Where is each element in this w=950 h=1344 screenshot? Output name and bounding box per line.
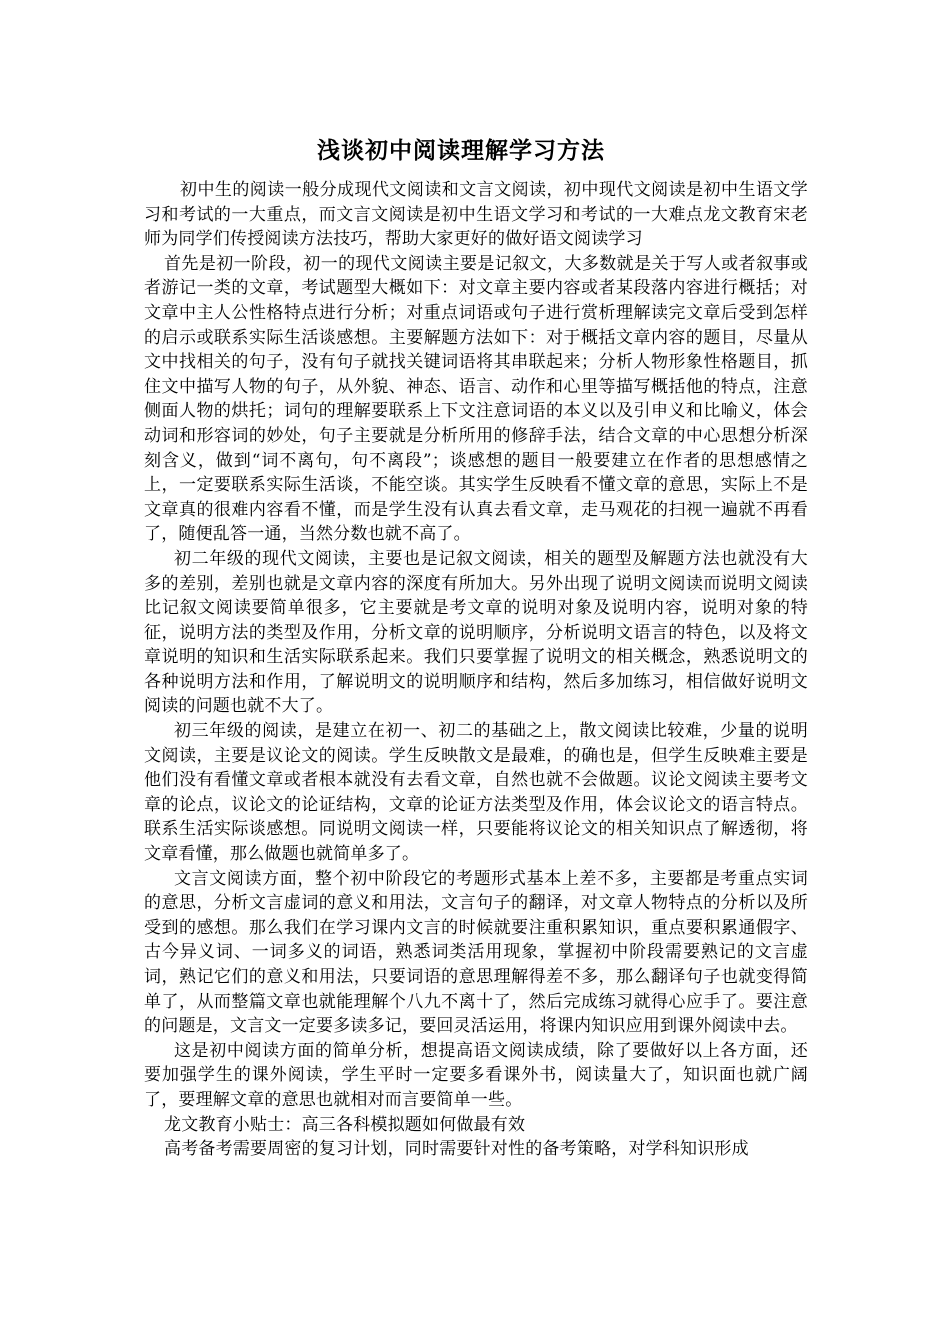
document-title: 浅谈初中阅读理解学习方法 xyxy=(317,137,605,164)
paragraph-grade-three: 初三年级的阅读，是建立在初一、初二的基础之上，散文阅读比较难，少量的说明文阅读，主要是议论文的阅读。学生反映散文是最难，的确也是，但学生反映难主要是他们没有看懂文章或者根本就没有去看文章，自然也就不会做题。议论文阅读主要考文章的论点，议论文的论证结构，文章的论证方法类型及作用，体会议论文的语言特点。联系生活实际谈感想。同说明文阅读一样，只要能将议论文的相关知识点了解透彻，将文章看懂，那么做题也就简单多了。 xyxy=(144,721,808,865)
paragraph-classical-chinese: 文言文阅读方面，整个初中阶段它的考题形式基本上差不多，主要都是考重点实词的意思，分析文言虚词的意义和用法，文言句子的翻译，对文章人物特点的分析以及所受到的感想。那么我们在学习课内文言的时候就要注重积累知识，重点要积累通假字、古今异义词、一词多义的词语，熟悉词类活用现象，掌握初中阶段需要熟记的文言虚词，熟记它们的意义和用法，只要词语的意思理解得差不多，那么翻译句子也就变得简单了，从而整篇文章也就能理解个八九不离十了，然后完成练习就得心应手了。要注意的问题是，文言文一定要多读多记，要回灵活运用，将课内知识应用到课外阅读中去。 xyxy=(144,868,808,1037)
paragraph-summary: 这是初中阅读方面的简单分析，想提高语文阅读成绩，除了要做好以上各方面，还要加强学生的课外阅读，学生平时一定要多看课外书，阅读量大了，知识面也就广阔了，要理解文章的意思也就相对而言要简单一些。 xyxy=(144,1040,808,1110)
document-page xyxy=(144,136,808,1162)
paragraph-grade-two: 初二年级的现代文阅读，主要也是记叙文阅读，相关的题型及解题方法也就没有大多的差别，差别也就是文章内容的深度有所加大。另外出现了说明文阅读而说明文阅读比记叙文阅读要简单很多，它主要就是考文章的说明对象及说明内容，说明对象的特征，说明方法的类型及作用，分析文章的说明顺序，分析说明文语言的特色，以及将文章说明的知识和生活实际联系起来。我们只要掌握了说明文的相关概念，熟悉说明文的各种说明方法和作用，了解说明文的说明顺序和结构，然后多加练习，相信做好说明文阅读的问题也就不大了。 xyxy=(144,548,808,717)
paragraph-tip-body: 高考备考需要周密的复习计划，同时需要针对性的备考策略，对学科知识形成 xyxy=(164,1139,749,1160)
paragraph-tip-heading: 龙文教育小贴士：高三各科模拟题如何做最有效 xyxy=(164,1114,526,1135)
paragraph-grade-one: 首先是初一阶段，初一的现代文阅读主要是记叙文，大多数就是关于写人或者叙事或者游记一类的文章，考试题型大概如下：对文章主要内容或者某段落内容进行概括；对文章中主人公性格特点进行分析；对重点词语或句子进行赏析理解读完文章后受到怎样的启示或联系实际生活谈感想。主要解题方法如下：对于概括文章内容的题目，尽量从文中找相关的句子，没有句子就找关键词语将其串联起来；分析人物形象性格题目，抓住文中描写人物的句子，从外貌、神态、语言、动作和心里等描写概括他的特点，注意侧面人物的烘托；词句的理解要联系上下文注意词语的本义以及引申义和比喻义，体会动词和形容词的妙处，句子主要就是分析所用的修辞手法，结合文章的中心思想分析深刻含义，做到“词不离句，句不离段”；谈感想的题目一般要建立在作者的思想感情之上，一定要联系实际生活谈，不能空谈。其实学生反映看不懂文章的意思，实际上不是文章真的很难内容看不懂，而是学生没有认真去看文章，走马观花的扫视一遍就不再看了，随便乱答一通，当然分数也就不高了。 xyxy=(144,253,808,545)
paragraph-intro: 初中生的阅读一般分成现代文阅读和文言文阅读，初中现代文阅读是初中生语文学习和考试的一大重点，而文言文阅读是初中生语文学习和考试的一大难点龙文教育宋老师为同学们传授阅读方法技巧，帮助大家更好的做好语文阅读学习 xyxy=(144,180,808,250)
